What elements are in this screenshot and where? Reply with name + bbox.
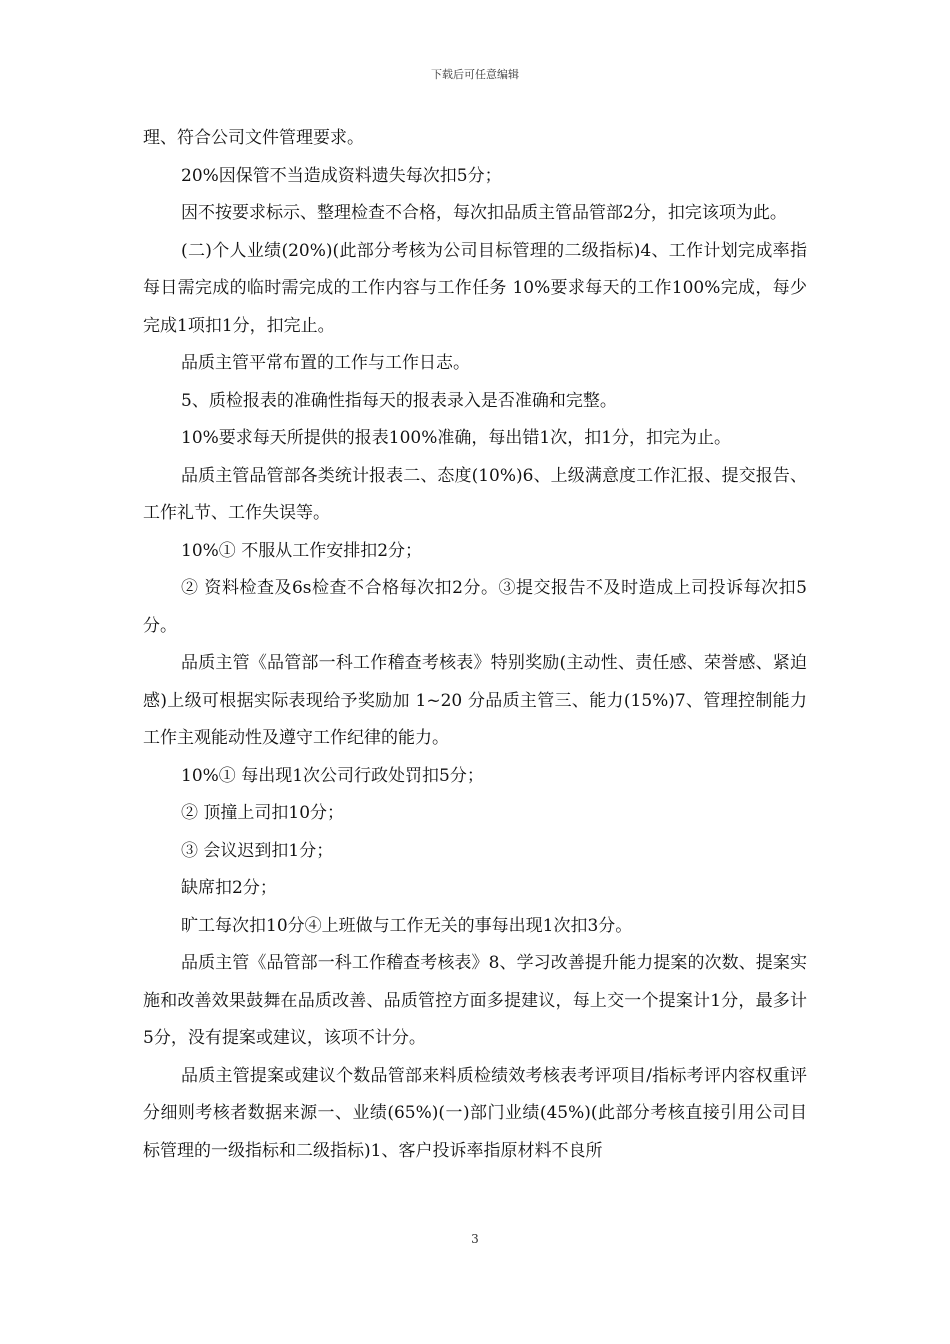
page-number: 3 bbox=[471, 1232, 479, 1246]
paragraph: ② 顶撞上司扣10分； bbox=[181, 803, 345, 823]
paragraph: 缺席扣2分； bbox=[181, 878, 277, 898]
page-header: 下载后可任意编辑 bbox=[431, 68, 519, 81]
paragraph: 品质主管品管部各类统计报表二、态度(10%)6、上级满意度工作汇报、提交报告、工作礼节、工作失误等。 bbox=[143, 465, 807, 523]
paragraph: (二)个人业绩(20%)(此部分考核为公司目标管理的二级指标)4、工作计划完成率指每日需完成的临时需完成的工作内容与工作任务 10%要求每天的工作100%完成，每少完成1项扣1分，扣完止。 bbox=[143, 240, 807, 336]
paragraph: ③ 会议迟到扣1分； bbox=[181, 840, 334, 861]
paragraph: 旷工每次扣10分④上班做与工作无关的事每出现1次扣3分。 bbox=[181, 915, 633, 936]
paragraph: 理、符合公司文件管理要求。 bbox=[143, 128, 364, 148]
paragraph: 5、质检报表的准确性指每天的报表录入是否准确和完整。 bbox=[181, 390, 617, 411]
paragraph: 因不按要求标示、整理检查不合格，每次扣品质主管品管部2分，扣完该项为此。 bbox=[181, 203, 787, 223]
paragraph: 品质主管平常布置的工作与工作日志。 bbox=[181, 353, 470, 373]
document-body bbox=[143, 120, 807, 1170]
paragraph: 10%① 不服从工作安排扣2分； bbox=[181, 540, 423, 561]
paragraph: 10%要求每天所提供的报表100%准确，每出错1次，扣1分，扣完为止。 bbox=[181, 428, 732, 448]
paragraph: 品质主管《品管部一科工作稽查考核表》特别奖励(主动性、责任感、荣誉感、紧迫感)上级可根据实际表现给予奖励加 1~20 分品质主管三、能力(15%)7、管理控制能力工作主观能动性及遵守工作纪律的能力。 bbox=[143, 653, 807, 748]
paragraph: 20%因保管不当造成资料遗失每次扣5分； bbox=[181, 165, 502, 186]
paragraph: 品质主管《品管部一科工作稽查考核表》8、学习改善提升能力提案的次数、提案实施和改善效果鼓舞在品质改善、品质管控方面多提建议，每上交一个提案计1分，最多计5分，没有提案或建议，该项不计分。 bbox=[143, 953, 807, 1048]
paragraph: ② 资料检查及6s检查不合格每次扣2分。③提交报告不及时造成上司投诉每次扣5分。 bbox=[143, 578, 807, 636]
paragraph: 品质主管提案或建议个数品管部来料质检绩效考核表考评项目/指标考评内容权重评分细则考核者数据来源一、业绩(65%)(一)部门业绩(45%)(此部分考核直接引用公司目标管理的一级指标和二级指标)1、客户投诉率指原材料不良所 bbox=[143, 1065, 807, 1161]
paragraph: 10%① 每出现1次公司行政处罚扣5分； bbox=[181, 765, 484, 786]
